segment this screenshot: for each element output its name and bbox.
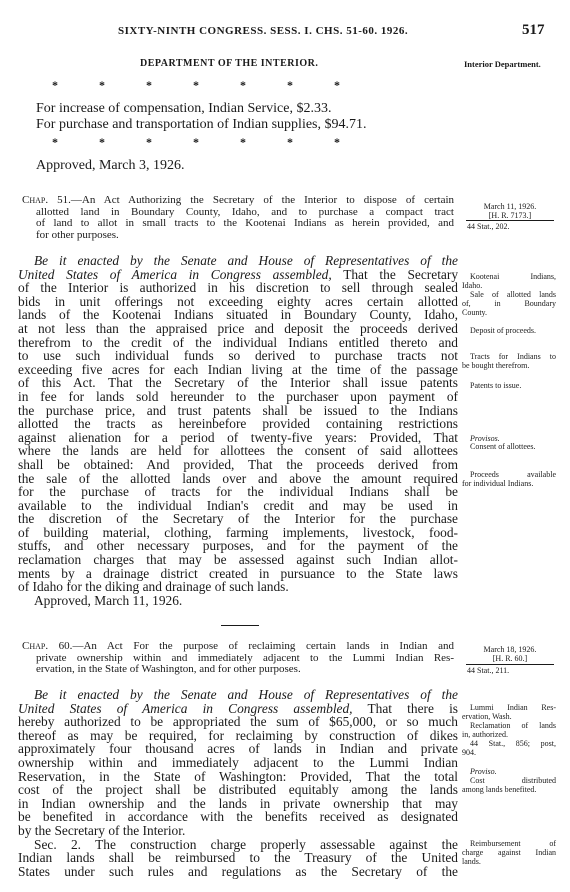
sidenote-consent: Consent of allottees. [470,442,536,451]
chapter-60-title: Chap. 60.—An Act For the purpose of reclaiming certain lands in Indian and private ownership within and immediately adjacent to the Lummi Indian Res- ervation, in the State of Washington, and for other purposes. [22,640,454,676]
ellipsis-stars-bottom: * * * * * * * [52,135,340,149]
sidenote-provisos: Provisos. [470,434,500,443]
sidenote-interior-department: Interior Department. [464,59,541,69]
chapter-51-citation: March 11, 1926. [H. R. 7173.] [483,202,537,220]
sidenote-kootenai: Kootenai Indians, Idaho. Sale of allotted lands of, in Boundary County. [462,272,556,317]
chapter-51-title: Chap. 51.—An Act Authorizing the Secretary of the Interior to dispose of certain allotted land in Boundary County, Idaho, and to purchase a compact tract of land to allot in small tracts to the Kootenai Indians as herein provided, and for other purposes. [22,194,455,241]
sidenote-patents: Patents to issue. [470,381,522,390]
approved-date: Approved, March 3, 1926. [36,158,185,173]
sidenote-deposit: Deposit of proceeds. [470,326,536,335]
sidenote-lummi: Lummi Indian Res- ervation, Wash. Reclamation of lands in, authorized. 44 Stat., 856; post, 904. [462,703,556,757]
stat-reference: 44 Stat., 211. [467,666,510,675]
citation-rule [466,220,554,221]
sidenote-proceeds: Proceeds available for individual Indians. [462,470,556,488]
chapter-label: Chap. 60. [22,640,73,652]
section-divider [221,625,259,626]
stat-reference: 44 Stat., 202. [467,222,510,231]
chapter-60-citation: March 18, 1926. [H. R. 60.] [483,645,537,663]
appropriation-line: For purchase and transportation of Indian supplies, $94.71. [36,117,367,132]
sidenote-cost: Proviso. Cost distributed among lands benefited. [462,767,556,794]
chapter-label: Chap. 51. [22,194,71,206]
chapter-60-body: Be it enacted by the Senate and House of Representatives of the United States of America in Congress assembled, That there is hereby authorized to be appropriated the sum of $65,000, or so much thereof as may be required, for reclaiming by construction of dikes approximately four thousand acres of lands in Indian and private ownership within and immediately adjacent to the Lummi Indian Reservation, in the State of Washington: Provided, That the total cost of the project shall be distributed equitably among the lands in Indian ownership and the lands in private ownership that may be benefited in accordance with the benefits received as designated by the Secretary of the Interior. Sec. 2. The construction charge properly assessable against the Indian lands shall be reimbursed to the Treasury of the United States under such rules and regulations as the Secretary of the [18,687,459,879]
page-number: 517 [522,22,545,38]
enacting-clause: Be it enacted by the Senate and House of Representatives of the [34,253,458,268]
enacting-clause: Be it enacted by the Senate and House of Representatives of the [34,687,458,702]
appropriation-line: For increase of compensation, Indian Service, $2.33. [36,101,332,116]
citation-rule [466,664,554,665]
sidenote-reimbursement: Reimbursement of charge against Indian lands. [462,839,556,866]
department-heading: DEPARTMENT OF THE INTERIOR. [140,58,319,69]
approved-date: Approved, March 11, 1926. [34,592,183,608]
chapter-51-body: Be it enacted by the Senate and House of Representatives of the United States of America in Congress assembled, That the Secretary of the Interior is authorized in his discretion to sell through sealed bids in unit offerings not exceeding eighty acres certain allotted lands of the Kootenai Indians situated in Boundary County, Idaho, at not less than the appraised price and deposit the proceeds derived therefrom to the credit of the individual Indians entitled thereto and to use such individual funds so derived to purchase tracts not exceeding five acres for each Indian living at the time of the passage of this Act. That the Secretary of the Interior shall issue patents in fee for lands sold hereunder to the purchaser upon payment of the purchase price, and trust patents shall be issued to the Indians allotted the tracts as hereinbefore provided containing restrictions against alienation for a period of twenty-five years: Provided, That where the lands are held for allottees the consent of said allottees shall be obtained: And provided, That the proceeds derived from the sale of the allotted lands over and above the amount required for the purchase of tracts for the individual Indians shall be available to the individual Indian's credit and may be used in the discretion of the Secretary of the Interior for the purchase of building material, clothing, farming implements, livestock, food- stuffs, and other necessary purposes, and for the payment of the reclamation charges that may be assessed against such Indian allot- ments by a drainage district created in pursuance to the State laws of Idaho for the diking and drainage of such lands. Approved, March 11, 1926. [18,253,459,608]
ellipsis-stars-top: * * * * * * * [52,78,340,92]
sidenote-tracts: Tracts for Indians to be bought therefrom. [462,352,556,370]
section-2: Sec. 2. The construction charge properly assessable against the [34,836,458,852]
running-head: SIXTY-NINTH CONGRESS. SESS. I. CHS. 51-60. 1926. [118,25,409,37]
